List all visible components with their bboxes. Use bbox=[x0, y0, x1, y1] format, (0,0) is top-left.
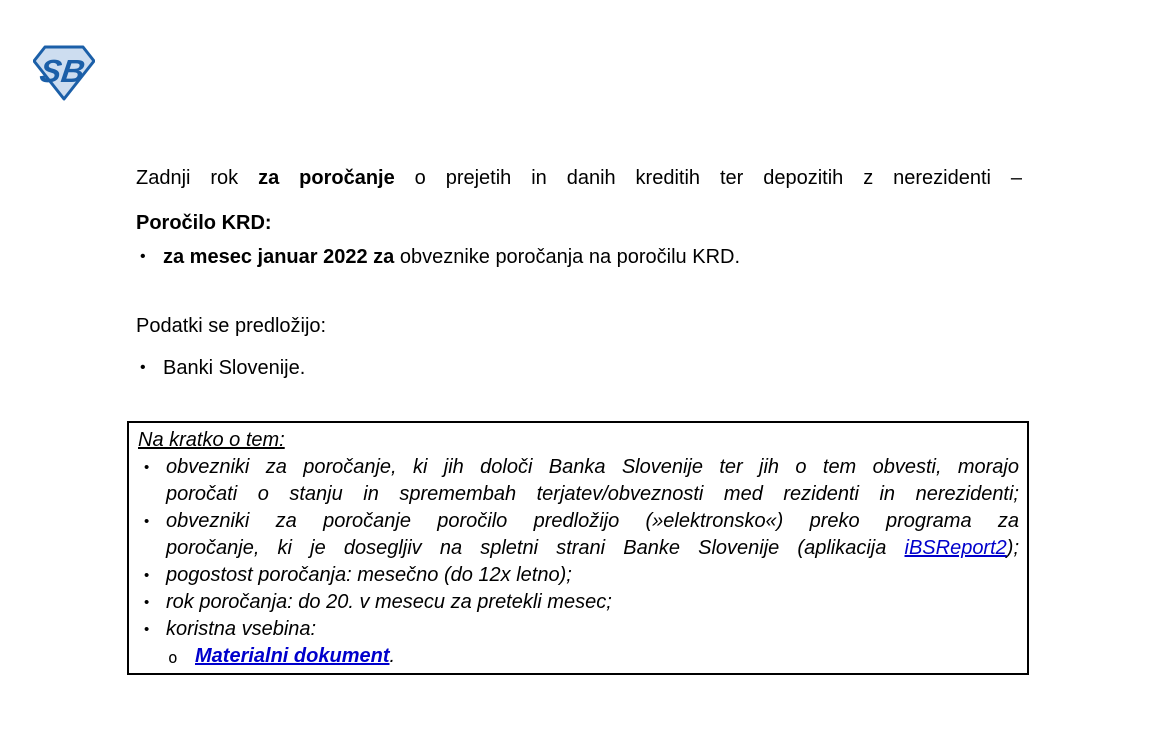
info-box-bullet-line: obvezniki za poročanje, ki jih določi Banka Slovenije ter jih o tem obvesti, morajo bbox=[166, 456, 1019, 478]
intro-text: o prejetih in danih kreditih ter depozitih z nerezidenti – bbox=[394, 167, 1022, 189]
logo-monogram: SB bbox=[37, 53, 88, 89]
info-box-subbullet-material bbox=[138, 643, 1019, 670]
bullet-icon: • bbox=[144, 594, 150, 611]
intro-text: Zadnji rok bbox=[136, 167, 259, 189]
info-box-bullet-text: pogostost poročanja: mesečno (do 12x letno); bbox=[166, 564, 572, 586]
info-box-title: Na kratko o tem: bbox=[138, 429, 285, 451]
bullet-icon: • bbox=[144, 621, 150, 638]
bullet-icon: • bbox=[140, 359, 146, 376]
info-box bbox=[127, 421, 1029, 675]
info-box-bullet-deadline bbox=[138, 589, 1019, 616]
bullet-icon: • bbox=[140, 248, 146, 265]
info-box-bullet-obligors bbox=[138, 454, 1019, 508]
info-box-bullet-text: rok poročanja: do 20. v mesecu za pretekli mesec; bbox=[166, 591, 612, 613]
sb-logo bbox=[33, 44, 95, 101]
bullet-icon: • bbox=[144, 459, 150, 476]
bullet-icon: • bbox=[144, 567, 150, 584]
info-box-bullet-line bbox=[166, 535, 1019, 562]
submit-bullet-text: Banki Slovenije. bbox=[163, 357, 306, 379]
info-box-bullet-text: poročanje, ki je dosegljiv na spletni strani Banke Slovenije (aplikacija bbox=[166, 537, 905, 559]
ibsreport2-link[interactable]: iBSReport2 bbox=[904, 537, 1007, 559]
info-box-bullet-line: obvezniki za poročanje poročilo predložijo (»elektronsko«) preko programa za bbox=[166, 510, 1019, 532]
bullet-icon: • bbox=[144, 513, 150, 530]
intro-text-bold: za poročanje bbox=[258, 167, 395, 189]
intro-paragraph-line1 bbox=[136, 166, 1022, 190]
submit-bullet-item bbox=[136, 356, 1049, 380]
info-box-bullet-frequency bbox=[138, 562, 1019, 589]
intro-paragraph-line2: Poročilo KRD: bbox=[136, 212, 272, 234]
deadline-rest-text: obveznike poročanja na poročilu KRD. bbox=[394, 246, 741, 268]
info-box-bullet-text: ); bbox=[1006, 537, 1019, 559]
circle-bullet-icon: o bbox=[168, 648, 178, 667]
subbullet-period: . bbox=[389, 645, 396, 667]
submit-heading: Podatki se predložijo: bbox=[136, 315, 327, 337]
info-box-bullet-line: poročati o stanju in spremembah terjatev/obveznosti med rezidenti in nerezidenti; bbox=[166, 483, 1019, 505]
info-box-bullet-text: koristna vsebina: bbox=[166, 618, 317, 640]
info-box-bullet-submission bbox=[138, 508, 1019, 562]
deadline-bullet-item bbox=[136, 245, 1049, 269]
material-document-link[interactable]: Materialni dokument bbox=[195, 645, 390, 667]
deadline-bold-text: za mesec januar 2022 za bbox=[163, 246, 395, 268]
info-box-bullet-useful-content bbox=[138, 616, 1019, 643]
